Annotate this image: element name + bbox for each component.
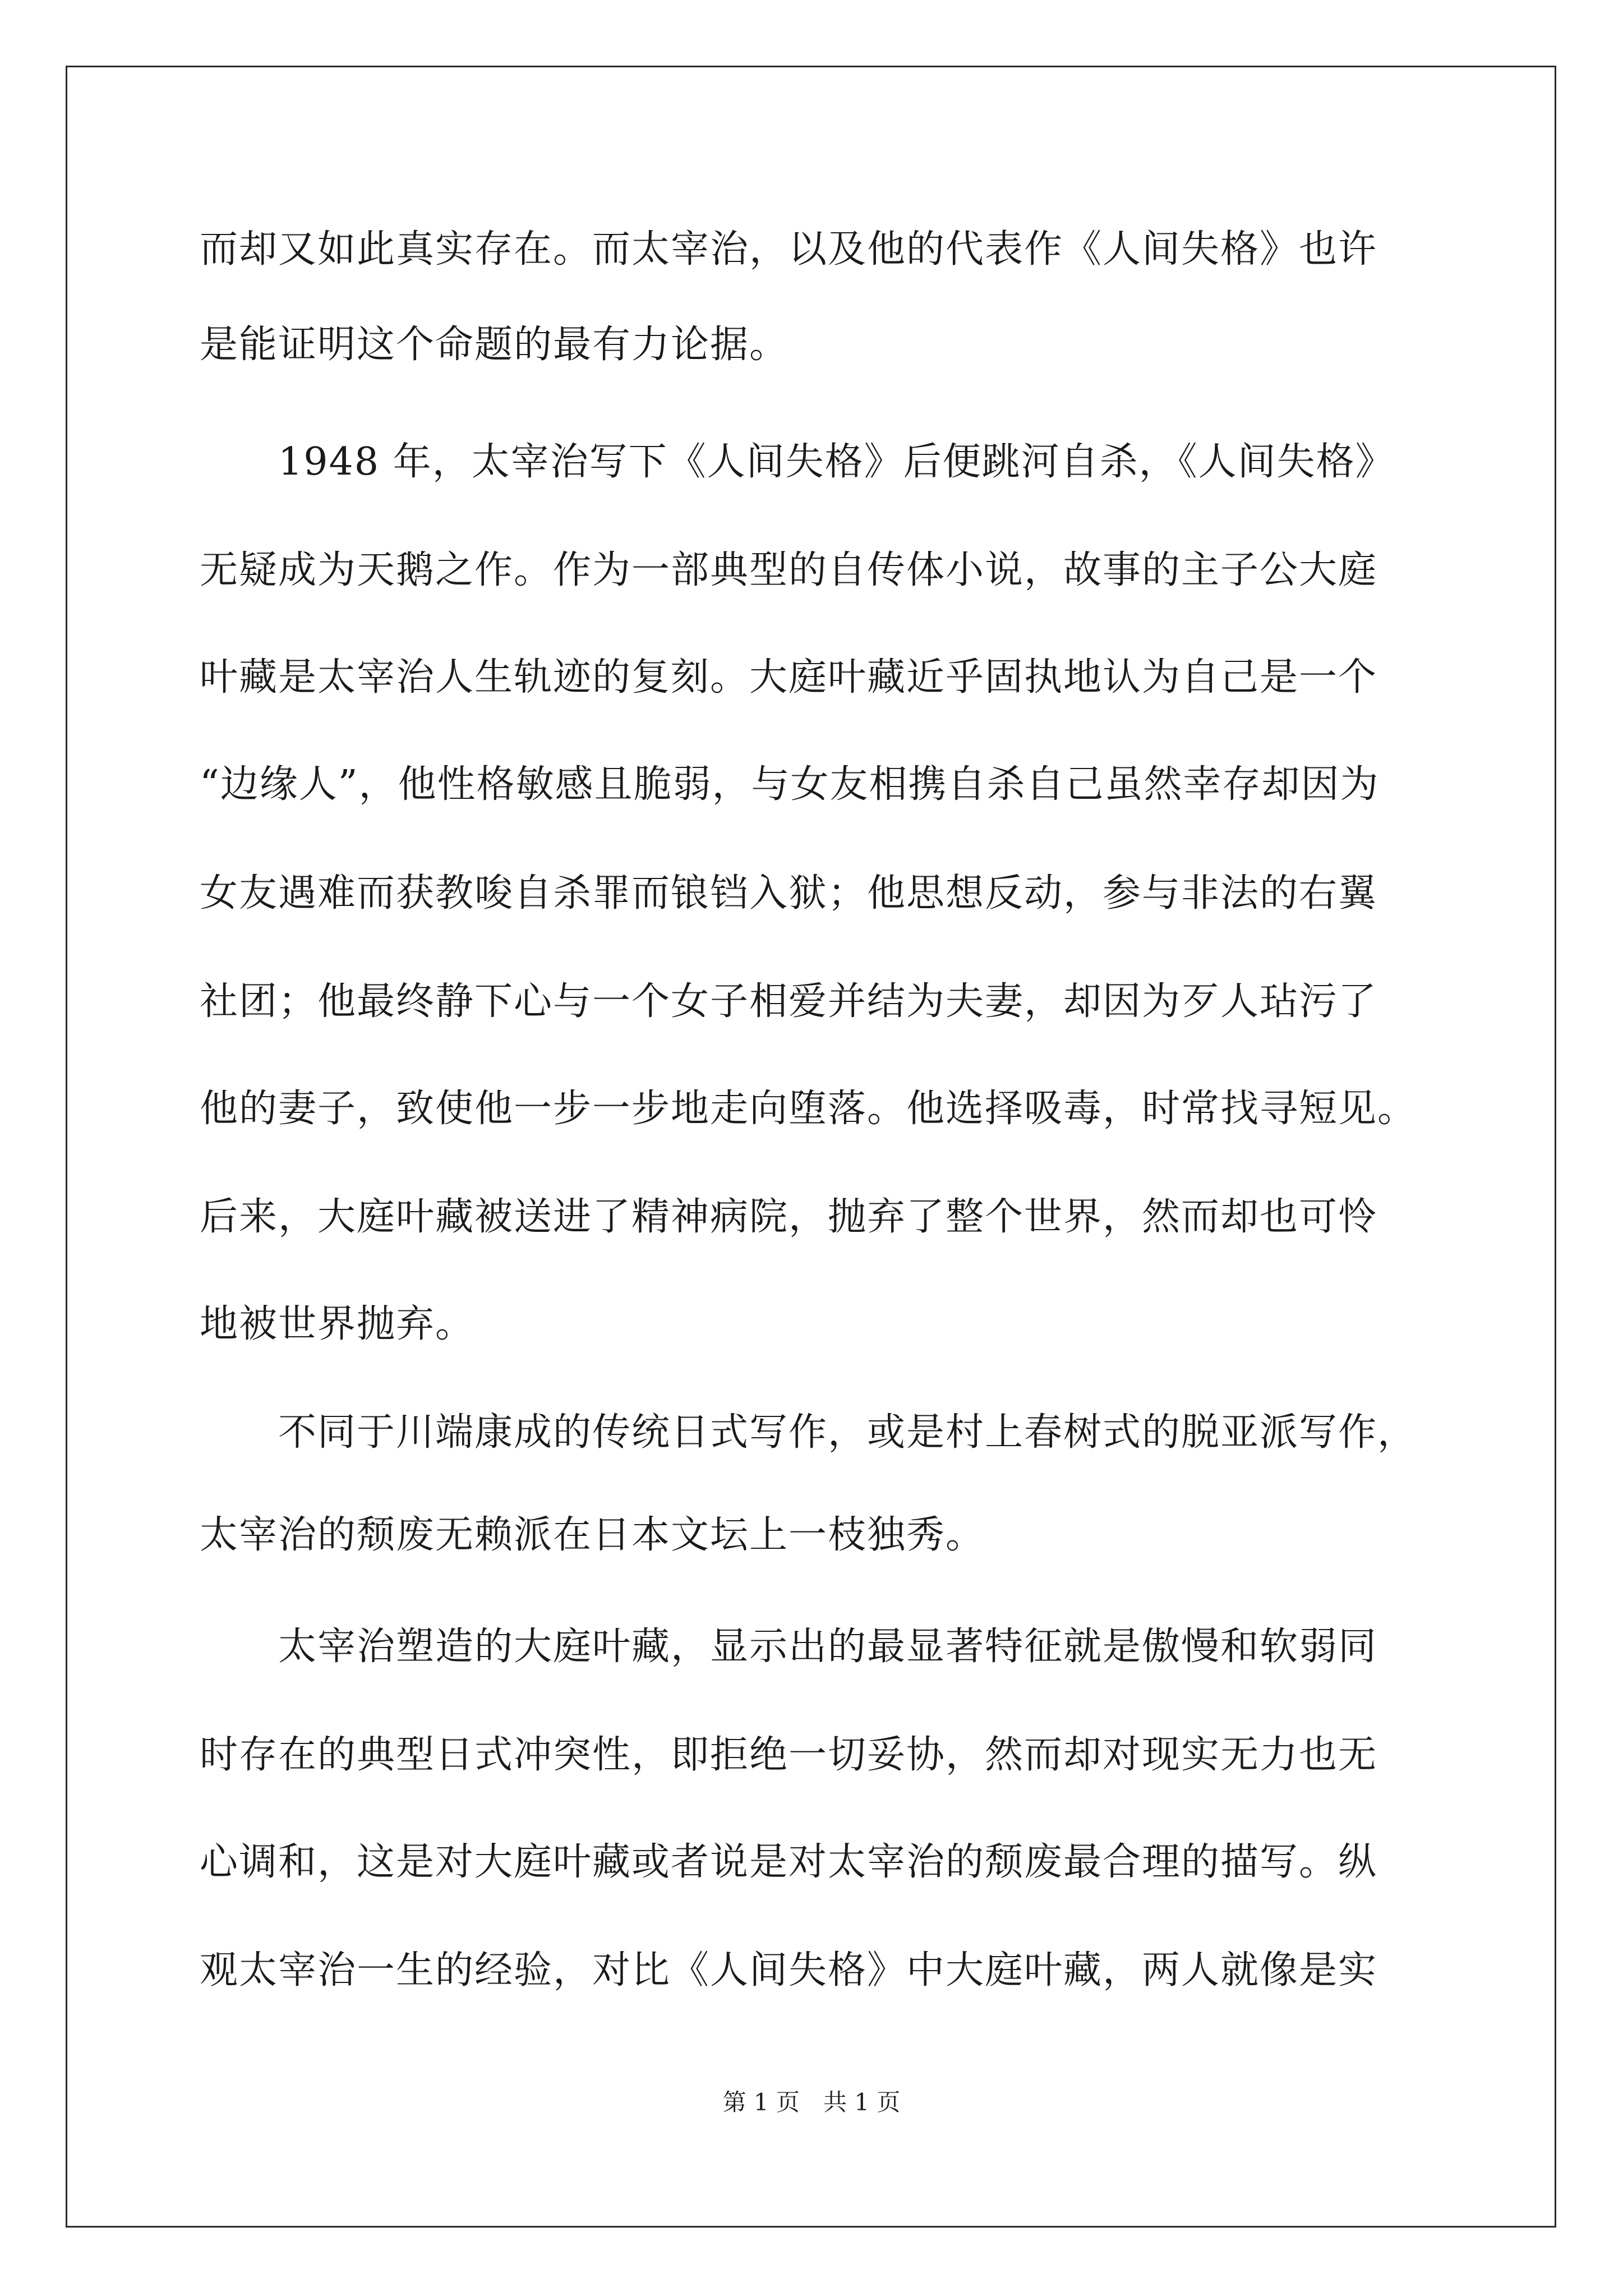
text-line: 观太宰治一生的经验，对比《人间失格》中大庭叶藏，两人就像是实 (200, 1948, 1378, 1993)
text-line: 女友遇难而获教唆自杀罪而锒铛入狱；他思想反动，参与非法的右翼 (200, 871, 1378, 915)
text-line: 叶藏是太宰治人生轨迹的复刻。大庭叶藏近乎固执地认为自己是一个 (200, 655, 1378, 700)
text-line: 无疑成为天鹅之作。作为一部典型的自传体小说，故事的主子公大庭 (200, 548, 1378, 592)
text-line: 1948 年，太宰治写下《人间失格》后便跳河自杀，《人间失格》 (200, 440, 1395, 484)
text-line: 社团；他最终静下心与一个女子相爱并结为夫妻，却因为歹人玷污了 (200, 979, 1378, 1024)
text-line: 心调和，这是对大庭叶藏或者说是对太宰治的颓废最合理的描写。纵 (200, 1840, 1378, 1884)
text-line: 后来，大庭叶藏被送进了精神病院，抛弃了整个世界，然而却也可怜 (200, 1195, 1378, 1239)
page-border (66, 66, 1556, 2228)
text-line: 时存在的典型日式冲突性，即拒绝一切妥协，然而却对现实无力也无 (200, 1733, 1378, 1777)
text-line: 太宰治塑造的大庭叶藏，显示出的最显著特征就是傲慢和软弱同 (200, 1625, 1378, 1669)
text-line: 地被世界抛弃。 (200, 1302, 475, 1346)
text-line: 不同于川端康成的传统日式写作，或是村上春树式的脱亚派写作， (200, 1410, 1417, 1455)
page-number: 第 1 页 共 1 页 (722, 2088, 901, 2116)
text-line: 太宰治的颓废无赖派在日本文坛上一枝独秀。 (200, 1513, 985, 1557)
text-line: “边缘人”，他性格敏感且脆弱，与女友相携自杀自己虽然幸存却因为 (200, 762, 1380, 807)
text-line: 是能证明这个命题的最有力论据。 (200, 323, 789, 367)
text-line: 他的妻子，致使他一步一步地走向堕落。他选择吸毒，时常找寻短见。 (200, 1087, 1417, 1131)
text-line: 而却又如此真实存在。而太宰治，以及他的代表作《人间失格》也许 (200, 227, 1378, 272)
